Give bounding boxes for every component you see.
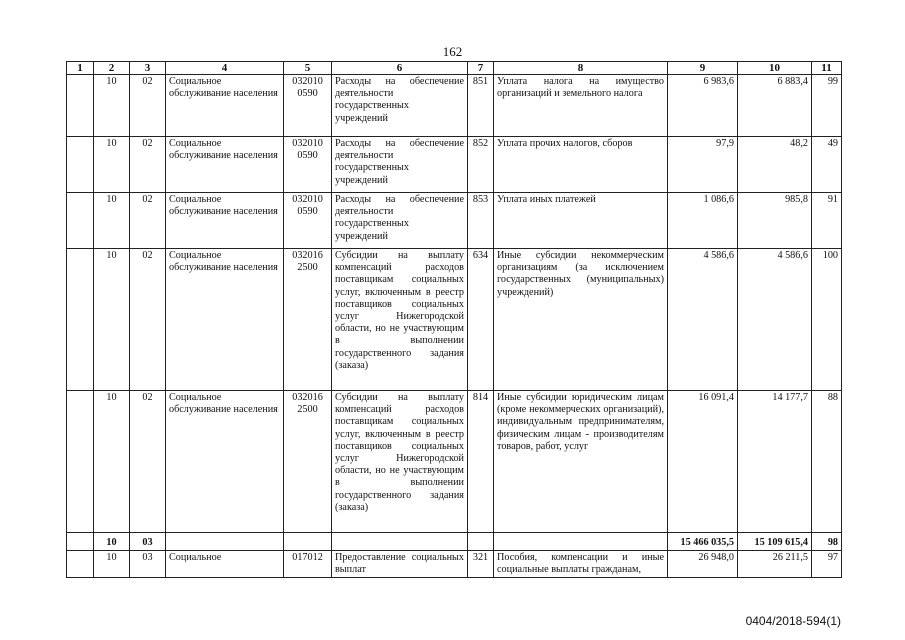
cell-c7: 853: [468, 193, 494, 249]
column-header-5: 5: [284, 62, 332, 75]
table-row: [67, 551, 842, 578]
cell-c4: Социальное обслуживание населения: [166, 391, 284, 533]
column-header-6: 6: [332, 62, 468, 75]
cell-c2: 10: [94, 391, 130, 533]
cell-c6: Субсидии на выплату компенсаций расходов поставщикам социальных услуг, включенным в реестр поставщиков социальных услуг Нижегородской области, но не участвующим в выполнении государственного задания (заказа): [332, 249, 468, 391]
cell-c6: Предоставление социальных выплат: [332, 551, 468, 578]
cell-c8: Уплата иных платежей: [494, 193, 668, 249]
cell-c7: 852: [468, 137, 494, 193]
cell-c3: 02: [130, 391, 166, 533]
cell-c5: 032010 0590: [284, 193, 332, 249]
column-header-4: 4: [166, 62, 284, 75]
cell-c6: Расходы на обеспечение деятельности государственных учреждений: [332, 193, 468, 249]
column-header-9: 9: [668, 62, 738, 75]
cell-c1: [67, 249, 94, 391]
cell-c11: 88: [812, 391, 842, 533]
cell-c4: Социальное: [166, 551, 284, 578]
column-header-8: 8: [494, 62, 668, 75]
cell-c10: 985,8: [738, 193, 812, 249]
cell-c9: 97,9: [668, 137, 738, 193]
table-row: [67, 391, 842, 533]
cell-c8: Иные субсидии некоммерческим организациям (за исключением государственных (муниципальных) учреждений): [494, 249, 668, 391]
cell-c6: Субсидии на выплату компенсаций расходов поставщикам социальных услуг, включенным в реестр поставщиков социальных услуг Нижегородской области, но не участвующим в выполнении государственного задания (заказа): [332, 391, 468, 533]
cell-c8: Уплата прочих налогов, сборов: [494, 137, 668, 193]
column-header-10: 10: [738, 62, 812, 75]
column-header-11: 11: [812, 62, 842, 75]
page-number: 162: [442, 44, 463, 59]
cell-c1: [67, 533, 94, 551]
cell-c2: 10: [94, 249, 130, 391]
cell-c10: 15 109 615,4: [738, 533, 812, 551]
cell-c7: 321: [468, 551, 494, 578]
cell-c7: 814: [468, 391, 494, 533]
cell-c3: 03: [130, 551, 166, 578]
cell-c4: [166, 533, 284, 551]
cell-c10: 48,2: [738, 137, 812, 193]
cell-c10: 26 211,5: [738, 551, 812, 578]
cell-c9: 1 086,6: [668, 193, 738, 249]
cell-c9: 16 091,4: [668, 391, 738, 533]
cell-c9: 15 466 035,5: [668, 533, 738, 551]
cell-c8: Иные субсидии юридическим лицам (кроме некоммерческих организаций), индивидуальным предпринимателям, физическим лицам - производителям товаров, работ, услуг: [494, 391, 668, 533]
cell-c5: 032010 0590: [284, 137, 332, 193]
total-row: [67, 533, 842, 551]
cell-c3: 02: [130, 137, 166, 193]
column-header-1: 1: [67, 62, 94, 75]
table-row: [67, 137, 842, 193]
cell-c10: 14 177,7: [738, 391, 812, 533]
document-code: 0404/2018-594(1): [745, 614, 841, 628]
cell-c11: 99: [812, 75, 842, 137]
cell-c9: 6 983,6: [668, 75, 738, 137]
cell-c2: 10: [94, 533, 130, 551]
cell-c9: 4 586,6: [668, 249, 738, 391]
cell-c1: [67, 75, 94, 137]
column-header-3: 3: [130, 62, 166, 75]
cell-c6: Расходы на обеспечение деятельности государственных учреждений: [332, 137, 468, 193]
cell-c7: 851: [468, 75, 494, 137]
cell-c5: [284, 533, 332, 551]
table-row: [67, 75, 842, 137]
cell-c8: Пособия, компенсации и иные социальные выплаты гражданам,: [494, 551, 668, 578]
cell-c1: [67, 551, 94, 578]
cell-c5: 032016 2500: [284, 249, 332, 391]
cell-c11: 97: [812, 551, 842, 578]
cell-c4: Социальное обслуживание населения: [166, 249, 284, 391]
cell-c11: 98: [812, 533, 842, 551]
cell-c7: [468, 533, 494, 551]
header-row: [67, 62, 842, 75]
cell-c4: Социальное обслуживание населения: [166, 75, 284, 137]
table-row: [67, 249, 842, 391]
cell-c3: 02: [130, 193, 166, 249]
cell-c1: [67, 391, 94, 533]
cell-c8: Уплата налога на имущество организаций и земельного налога: [494, 75, 668, 137]
cell-c10: 4 586,6: [738, 249, 812, 391]
cell-c2: 10: [94, 551, 130, 578]
cell-c11: 100: [812, 249, 842, 391]
cell-c6: Расходы на обеспечение деятельности государственных учреждений: [332, 75, 468, 137]
cell-c6: [332, 533, 468, 551]
cell-c9: 26 948,0: [668, 551, 738, 578]
cell-c5: 032016 2500: [284, 391, 332, 533]
cell-c1: [67, 193, 94, 249]
cell-c10: 6 883,4: [738, 75, 812, 137]
cell-c3: 02: [130, 249, 166, 391]
column-header-7: 7: [468, 62, 494, 75]
column-header-2: 2: [94, 62, 130, 75]
cell-c7: 634: [468, 249, 494, 391]
cell-c3: 02: [130, 75, 166, 137]
cell-c8: [494, 533, 668, 551]
cell-c4: Социальное обслуживание населения: [166, 193, 284, 249]
cell-c5: 017012: [284, 551, 332, 578]
cell-c5: 032010 0590: [284, 75, 332, 137]
cell-c1: [67, 137, 94, 193]
cell-c3: 03: [130, 533, 166, 551]
cell-c11: 49: [812, 137, 842, 193]
cell-c4: Социальное обслуживание населения: [166, 137, 284, 193]
cell-c2: 10: [94, 75, 130, 137]
table-row: [67, 193, 842, 249]
budget-table: [66, 61, 842, 578]
cell-c11: 91: [812, 193, 842, 249]
cell-c2: 10: [94, 193, 130, 249]
cell-c2: 10: [94, 137, 130, 193]
